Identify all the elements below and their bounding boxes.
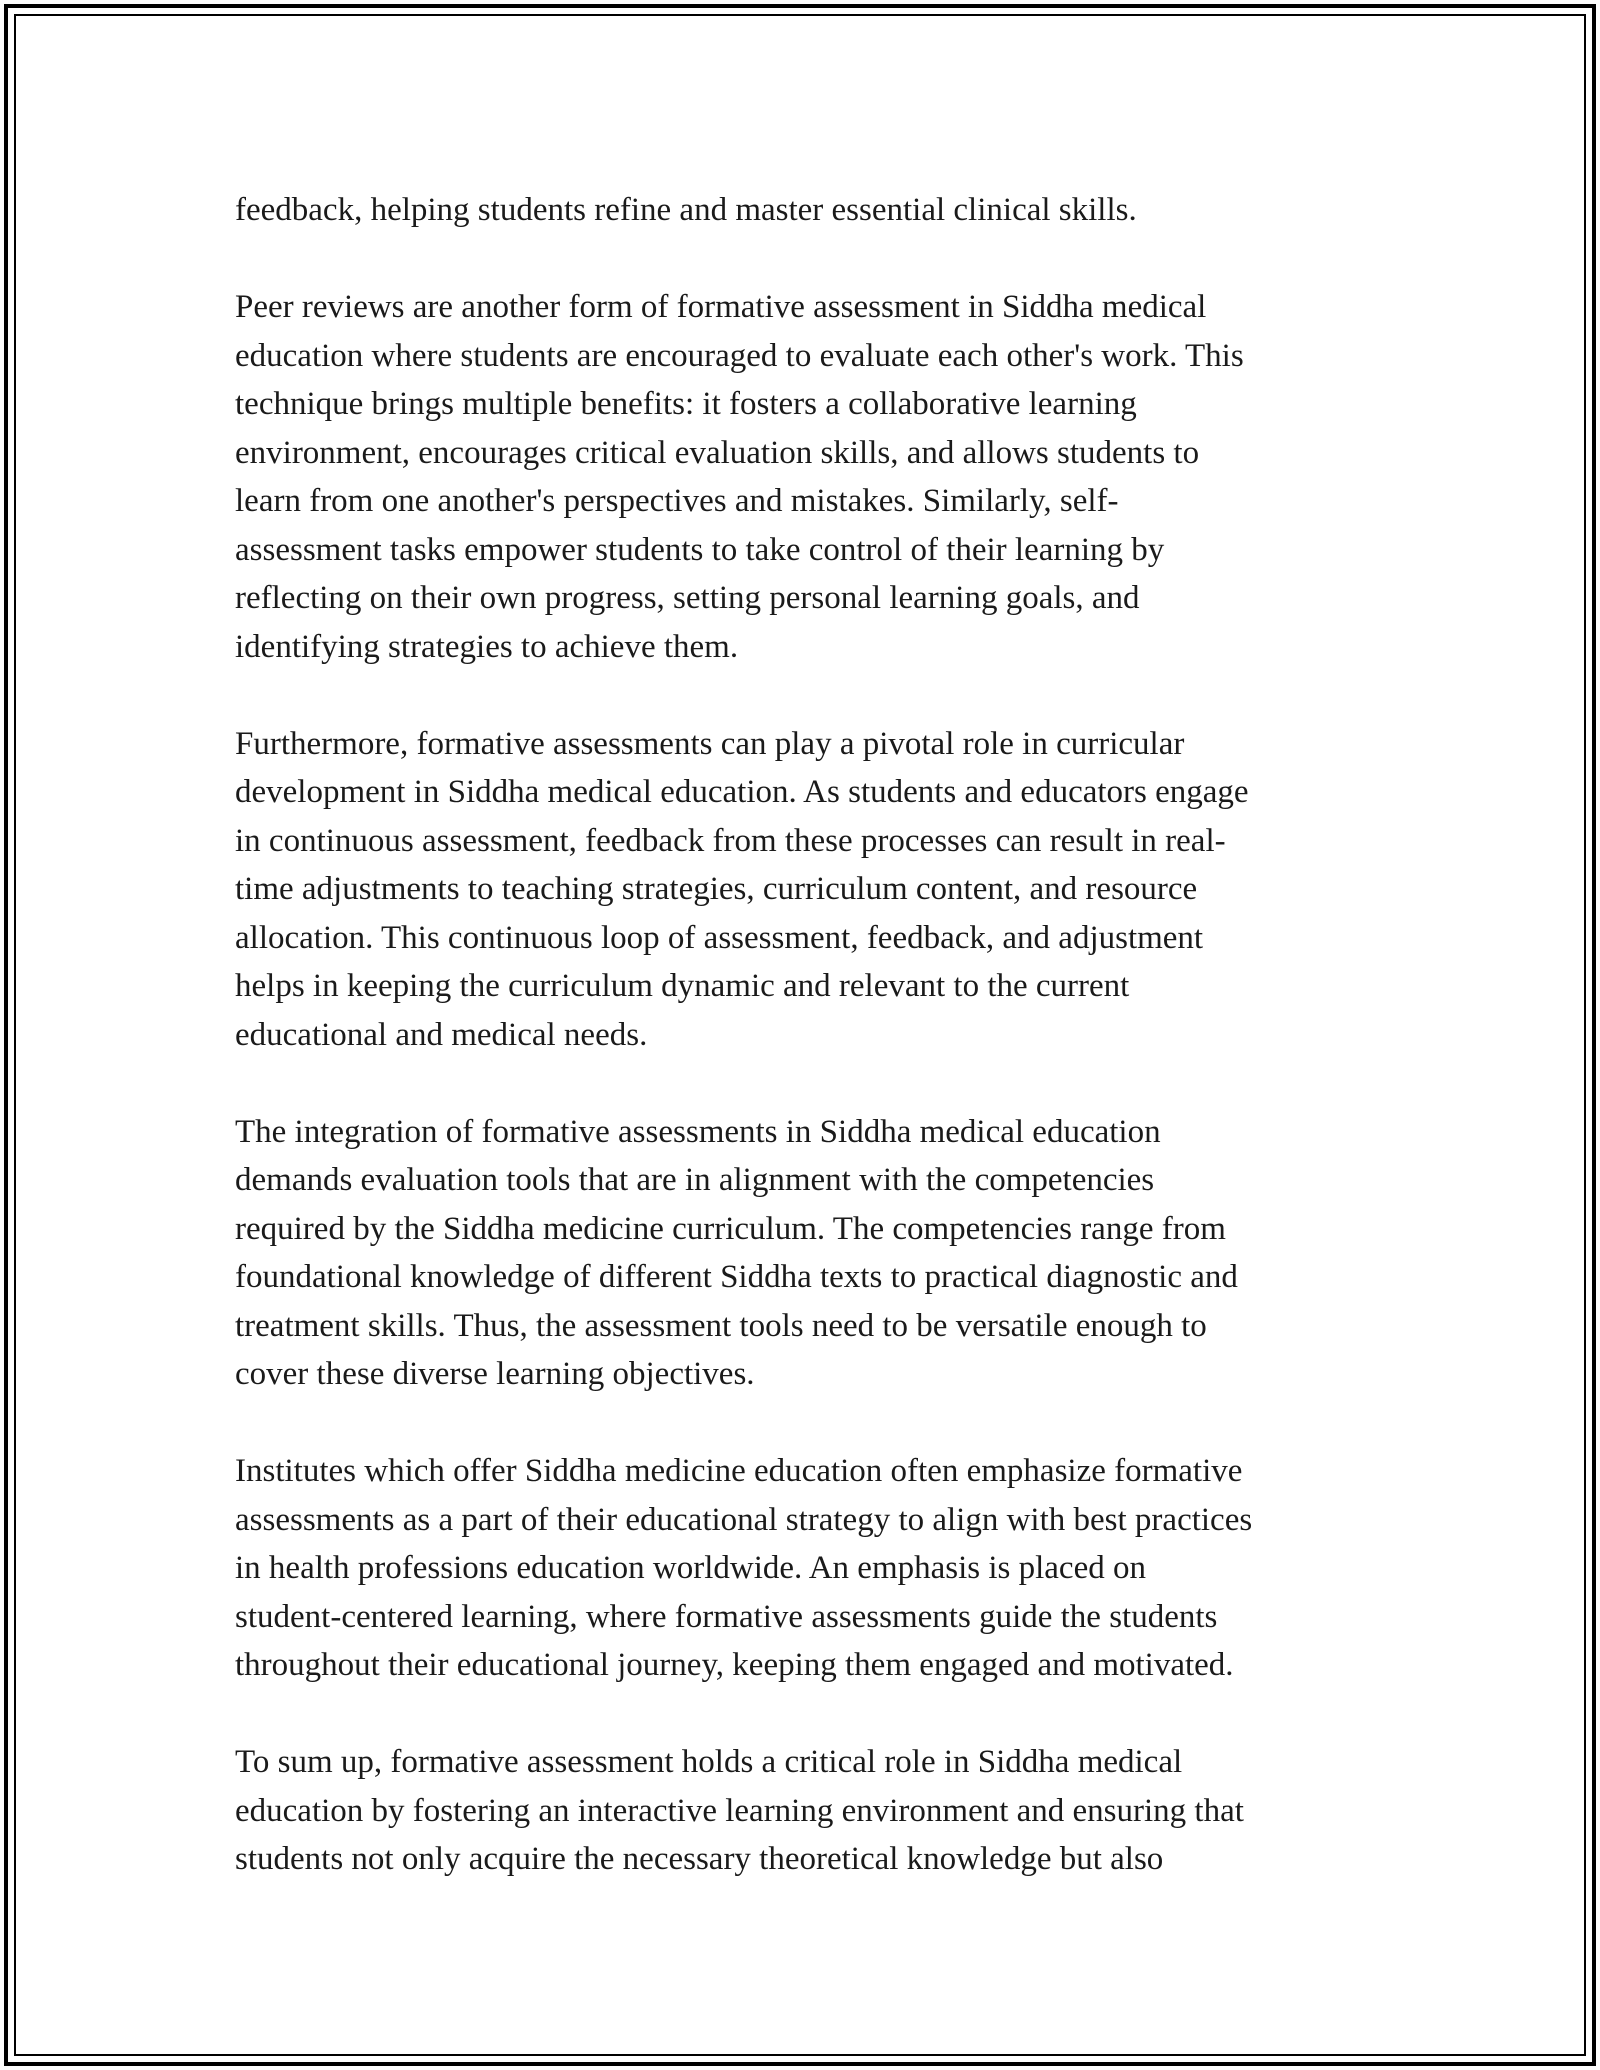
text-line: demands evaluation tools that are in alignment with the competencies bbox=[235, 1162, 1155, 1198]
paragraph-2 bbox=[235, 283, 1385, 671]
paragraph-4 bbox=[235, 1108, 1385, 1399]
text-line: in health professions education worldwide. An emphasis is placed on bbox=[235, 1550, 1146, 1586]
text-line: Furthermore, formative assessments can play a pivotal role in curricular bbox=[235, 725, 1185, 762]
document-body bbox=[235, 186, 1385, 1932]
text-line: educational and medical needs. bbox=[235, 1016, 648, 1053]
text-line: assessment tasks empower students to take control of their learning by bbox=[235, 531, 1165, 568]
text-line: time adjustments to teaching strategies, curriculum content, and resource bbox=[235, 871, 1198, 907]
text-line: helps in keeping the curriculum dynamic and relevant to the current bbox=[235, 968, 1130, 1004]
text-line: education where students are encouraged to evaluate each other's work. This bbox=[235, 337, 1244, 374]
text-line: development in Siddha medical education. As students and educators engage bbox=[235, 774, 1249, 810]
text-line: To sum up, formative assessment holds a critical role in Siddha medical bbox=[235, 1744, 1183, 1780]
text-line: in continuous assessment, feedback from these processes can result in real- bbox=[235, 822, 1226, 859]
text-line: throughout their educational journey, keeping them engaged and motivated. bbox=[235, 1647, 1234, 1683]
paragraph-3 bbox=[235, 720, 1385, 1060]
text-line: feedback, helping students refine and master essential clinical skills. bbox=[235, 192, 1137, 228]
paragraph-6 bbox=[235, 1738, 1385, 1884]
text-line: technique brings multiple benefits: it fosters a collaborative learning bbox=[235, 386, 1137, 422]
text-line: education by fostering an interactive learning environment and ensuring that bbox=[235, 1792, 1244, 1829]
text-line: students not only acquire the necessary theoretical knowledge but also bbox=[235, 1841, 1164, 1877]
paragraph-5 bbox=[235, 1447, 1385, 1690]
text-line: Peer reviews are another form of formative assessment in Siddha medical bbox=[235, 289, 1207, 325]
text-line: cover these diverse learning objectives. bbox=[235, 1356, 755, 1392]
text-line: Institutes which offer Siddha medicine education often emphasize formative bbox=[235, 1453, 1243, 1489]
text-line: foundational knowledge of different Siddha texts to practical diagnostic and bbox=[235, 1259, 1238, 1295]
text-line: required by the Siddha medicine curriculum. The competencies range from bbox=[235, 1210, 1226, 1247]
paragraph-1 bbox=[235, 186, 1385, 235]
text-line: treatment skills. Thus, the assessment tools need to be versatile enough to bbox=[235, 1307, 1207, 1344]
text-line: reflecting on their own progress, setting personal learning goals, and bbox=[235, 580, 1140, 616]
text-line: allocation. This continuous loop of assessment, feedback, and adjustment bbox=[235, 919, 1204, 956]
text-line: environment, encourages critical evaluation skills, and allows students to bbox=[235, 434, 1200, 471]
text-line: identifying strategies to achieve them. bbox=[235, 628, 739, 665]
text-line: learn from one another's perspectives and mistakes. Similarly, self- bbox=[235, 483, 1119, 519]
text-line: assessments as a part of their educational strategy to align with best practices bbox=[235, 1501, 1253, 1538]
text-line: student-centered learning, where formative assessments guide the students bbox=[235, 1598, 1218, 1635]
text-line: The integration of formative assessments in Siddha medical education bbox=[235, 1113, 1161, 1150]
